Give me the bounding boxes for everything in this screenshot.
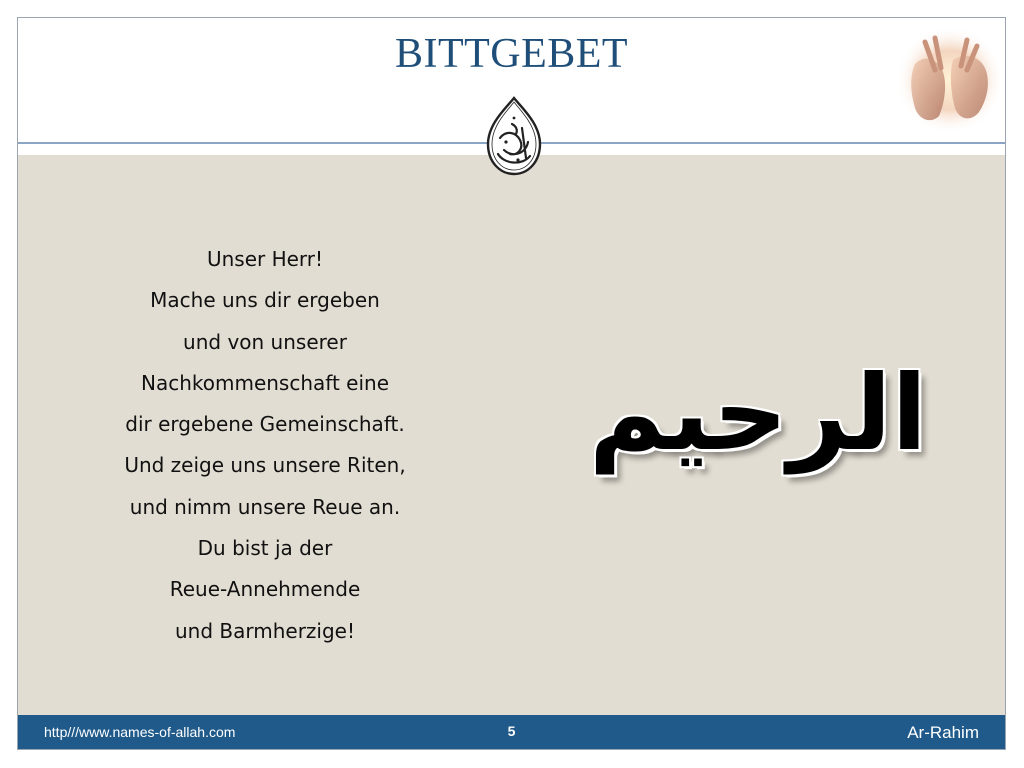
prayer-line: Mache uns dir ergeben (150, 288, 380, 313)
prayer-line: Unser Herr! (206, 247, 324, 271)
footer-name: Ar-Rahim (907, 723, 979, 742)
prayer-line: Nachkommenschaft eine (140, 370, 390, 395)
slide (17, 17, 1006, 750)
slide-title: BITTGEBET (394, 31, 629, 77)
prayer-line: und nimm unsere Reue an. (129, 494, 401, 519)
praying-hands-image (895, 24, 1005, 136)
prayer-line: dir ergebene Gemeinschaft. (125, 412, 405, 437)
calligraphy-emblem-icon (482, 94, 546, 178)
prayer-line: Und zeige uns unsere Riten, (124, 453, 406, 478)
slide-body (18, 155, 1005, 715)
prayer-line: Reue-Annehmende (169, 577, 361, 602)
slide-footer (18, 715, 1005, 749)
prayer-text (100, 239, 430, 652)
footer-url[interactable]: http///www.names-of-allah.com (44, 724, 236, 740)
arabic-divine-name: الرحيم (588, 352, 928, 474)
prayer-line: und Barmherzige! (174, 618, 355, 643)
prayer-line: Du bist ja der (197, 536, 333, 561)
prayer-line: und von unserer (183, 329, 347, 354)
page-number: 5 (507, 723, 516, 739)
